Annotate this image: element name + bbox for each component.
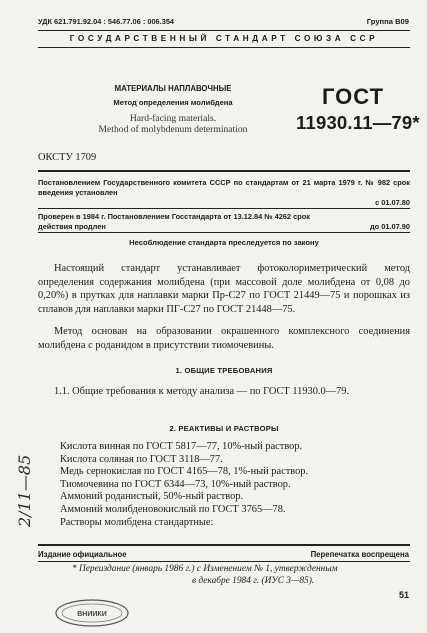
title-ru: МАТЕРИАЛЫ НАПЛАВОЧНЫЕ	[114, 84, 232, 93]
footer-rule	[38, 544, 410, 546]
gost-number: 11930.11—79*	[296, 112, 420, 133]
header-rule-top	[38, 30, 410, 31]
stamp-label: ВНИИКИ	[77, 611, 107, 618]
reagent-item: Кислота соляная по ГОСТ 3118—77.	[60, 453, 223, 465]
intro-paragraph-2: Метод основан на образовании окрашенного комплексного соединения молибдена с роданидом в присутствии тиомочевины.	[38, 326, 410, 351]
reagent-item: Кислота винная по ГОСТ 5817—77, 10%-ный раствор.	[60, 441, 303, 452]
reissue-note-line-2: в декабре 1984 г. (ИУС 3—85).	[192, 576, 315, 586]
decree-rule-bottom	[38, 208, 410, 209]
library-stamp	[52, 598, 132, 628]
reagent-item: Тиомочевина по ГОСТ 6344—73, 10%-ный раствор.	[60, 478, 291, 490]
gost-label: ГОСТ	[322, 84, 385, 109]
reissue-note-line-1: * Переиздание (январь 1986 г.) с Изменением № 1, утвержденным	[72, 564, 338, 574]
intro-paragraph-1: Настоящий стандарт устанавливает фотоколориметрический метод определения содержания молибдена (при массовой доле молибдена от 0,08 до 0,20%) в прутках для наплавки марки Пр-С27 по ГОСТ 21449—75 и порошках из сплавов для наплавки марки ПГ-С27 по ГОСТ 21448—75.	[38, 263, 410, 316]
reprint-prohibited: Перепечатка воспрещена	[310, 550, 409, 559]
decree-rule	[38, 170, 410, 172]
reagents-list	[60, 441, 410, 529]
legal-warning: Несоблюдение стандарта преследуется по закону	[129, 238, 319, 247]
official-edition: Издание официальное	[38, 550, 127, 559]
okstu-code: ОКСТУ 1709	[38, 152, 97, 163]
revision-rule	[38, 232, 410, 233]
page-number: 51	[398, 590, 409, 600]
decree-date: с 01.07.80	[375, 198, 410, 207]
title-en: Hard-facing materials.	[129, 113, 217, 124]
footer-rule-thin	[38, 561, 410, 562]
section-1-text: 1.1. Общие требования к методу анализа — по ГОСТ 11930.0—79.	[54, 386, 350, 397]
subtitle-en: Method of molybdenum determination	[98, 124, 248, 135]
reagent-item: Аммоний молибденовокислый по ГОСТ 3765—78.	[60, 503, 286, 515]
reagent-item: Медь сернокислая по ГОСТ 4165—78, 1%-ный раствор.	[60, 466, 309, 478]
section-2-heading: 2. РЕАКТИВЫ И РАСТВОРЫ	[169, 424, 279, 433]
revision-date: до 01.07.90	[369, 222, 410, 231]
subtitle-ru: Метод определения молибдена	[113, 98, 233, 107]
header-rule-bottom	[38, 47, 410, 48]
decree-text: Постановлением Государственного комитета СССР по стандартам от 21 марта 1979 г. № 982 срок введения установлен	[38, 178, 410, 197]
stamp-icon	[52, 598, 132, 628]
reagent-item: Растворы молибдена стандартные:	[60, 516, 214, 528]
reagent-item: Аммоний роданистый, 50%-ный раствор.	[60, 491, 244, 503]
udk-code: УДК 621.791.92.04 : 546.77.06 : 006.354	[38, 17, 175, 26]
standard-banner: ГОСУДАРСТВЕННЫЙ СТАНДАРТ СОЮЗА ССР	[69, 34, 379, 43]
group-code: Группа В09	[366, 17, 409, 26]
margin-handwriting: 2/11—85	[15, 454, 34, 527]
section-1-heading: 1. ОБЩИЕ ТРЕБОВАНИЯ	[175, 366, 273, 375]
revision-text: Проверен в 1984 г. Постановлением Госстандарта от 13.12.84 № 4262 срок действия продлен	[38, 212, 310, 231]
